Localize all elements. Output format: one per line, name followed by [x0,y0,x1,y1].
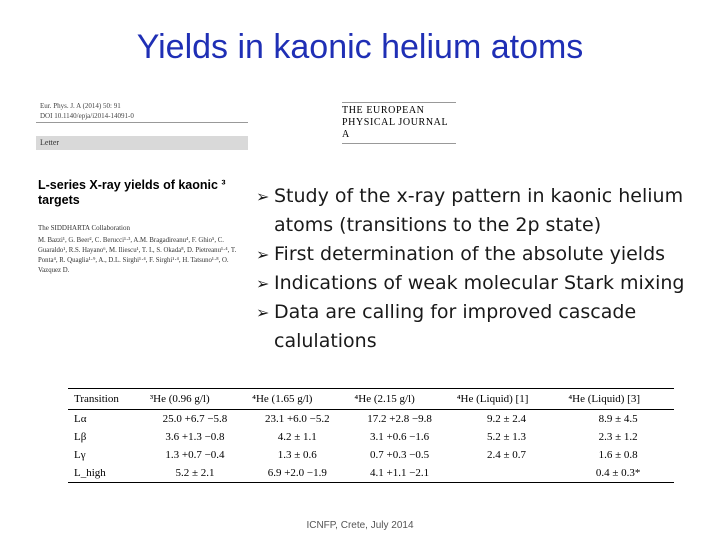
paper-collaboration: The SIDDHARTA Collaboration [38,224,130,232]
arrow-bullet-icon: ➢ [256,245,270,264]
bullet-text: Data are calling for improved cascade calulations [274,301,637,352]
journal-logo-line1: THE EUROPEAN [342,105,425,116]
paper-section-label: Letter [40,138,60,147]
bullet-item [256,182,706,240]
bullet-item [256,269,706,298]
column-header: Transition [68,389,144,410]
table-cell: 4.1 +1.1 −2.1 [348,464,450,483]
paper-section-bar [36,136,248,150]
paper-authors: M. Bazzi¹, G. Beer², C. Berucci¹·³, A.M. Bragadireanu⁴, F. Ghio⁵, C. Guaraldo¹, R.S. Hayano⁶, M. Iliescu¹, T. I., S. Okada⁸, D. Pietreanu¹·⁴, T. Ponta⁴, R. Quaglia¹·⁹, A., D.L. Sirghi¹·⁴, F. Sirghi¹·⁴, H. Tatsuno¹·⁸, O. Vazquez D. [38,237,237,274]
table-cell: 3.1 +0.6 −1.6 [369,431,430,443]
journal-logo-line2: PHYSICAL JOURNAL A [342,117,448,140]
transition-cell: Lβ [74,431,87,443]
paper-header-citation: Eur. Phys. J. A (2014) 50: 91 [40,102,121,110]
table-cell: 0.7 +0.3 −0.5 [369,449,430,461]
paper-excerpt [36,100,248,280]
bullet-text: First determination of the absolute yields [274,243,666,265]
column-header: ⁴He (2.15 g/l) [348,389,450,410]
column-header: ⁴He (1.65 g/l) [246,389,348,410]
table-cell: 1.3 +0.7 −0.4 [165,449,225,461]
table-header-row [68,389,674,410]
journal-logo [342,102,456,144]
table-cell: 6.9 +2.0 −1.9 [246,464,348,483]
table-row [68,464,674,483]
table-cell: 17.2 +2.8 −9.8 [367,413,432,425]
table-cell: 5.2 ± 1.3 [487,431,527,443]
bullet-item [256,240,706,269]
table-cell: 25.0 +6.7 −5.8 [162,413,228,425]
table-cell: 9.2 ± 2.4 [487,413,527,425]
bullet-text: Indications of weak molecular Stark mixing [274,272,685,294]
table-cell [451,464,563,483]
slide-footer: ICNFP, Crete, July 2014 [306,520,414,531]
table-cell: 5.2 ± 2.1 [144,464,246,483]
table-cell: 4.2 ± 1.1 [277,431,317,443]
bullet-list [256,182,706,356]
table-cell: 2.4 ± 0.7 [487,449,527,461]
table-cell: 1.6 ± 0.8 [598,449,638,461]
arrow-bullet-icon: ➢ [256,303,270,322]
table-cell: 23.1 +6.0 −5.2 [264,413,330,425]
transition-cell: Lα [74,413,87,425]
slide-title: Yields in kaonic helium atoms [136,28,584,66]
table-cell: 0.4 ± 0.3* [562,464,674,483]
arrow-bullet-icon: ➢ [256,187,270,206]
table-cell: 3.6 +1.3 −0.8 [165,431,225,443]
table-row [68,428,674,446]
yields-table [68,388,674,483]
bullet-text: Study of the x-ray pattern in kaonic helium atoms (transitions to the 2p state) [274,185,684,236]
table-cell: 2.3 ± 1.2 [598,431,638,443]
bullet-item [256,298,706,356]
table-row [68,446,674,464]
transition-cell: L_high [68,464,144,483]
table-cell: 1.3 ± 0.6 [277,449,317,461]
column-header: ⁴He (Liquid) [1] [451,389,563,410]
arrow-bullet-icon: ➢ [256,274,270,293]
paper-header-doi: DOI 10.1140/epja/i2014-14091-0 [40,112,134,120]
transition-cell: Lγ [74,449,86,461]
table-row [68,410,674,429]
column-header: ³He (0.96 g/l) [144,389,246,410]
column-header: ⁴He (Liquid) [3] [562,389,674,410]
paper-rule [36,122,248,123]
paper-title: L-series X-ray yields of kaonic ³ targets [38,178,226,207]
table-cell: 8.9 ± 4.5 [598,413,638,425]
